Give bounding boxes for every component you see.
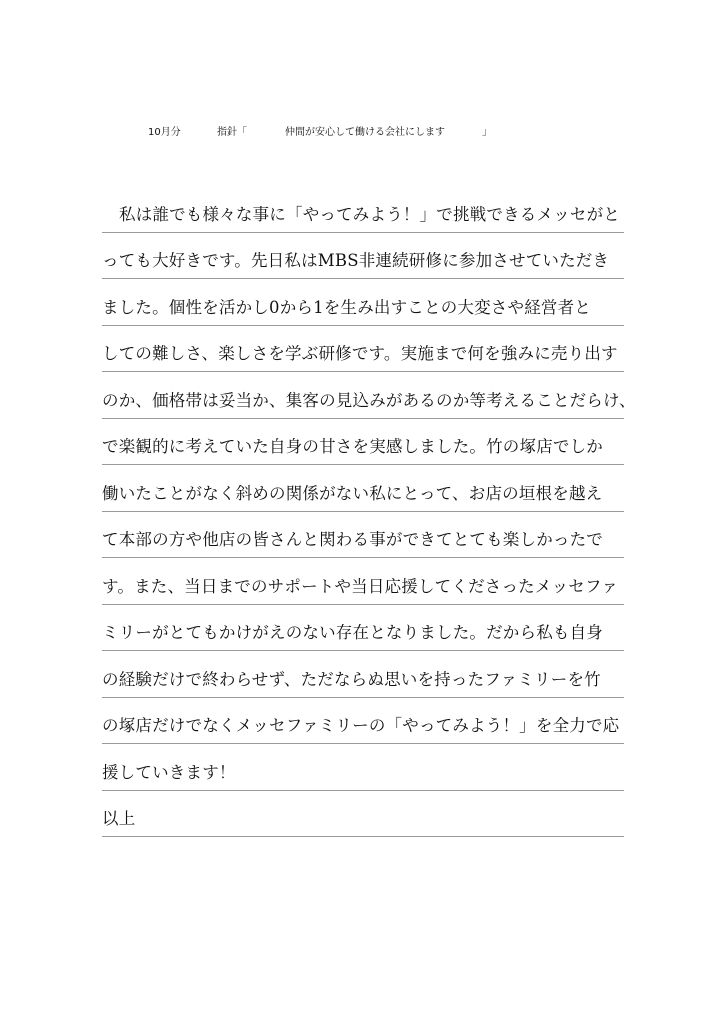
ruled-line xyxy=(102,605,624,652)
text-line: の塚店だけでなくメッセファミリーの「やってみよう！」を全力で応 xyxy=(102,716,620,735)
text-line: ミリーがとてもかけがえのない存在となりました。だから私も自身 xyxy=(102,623,603,642)
text-line: で楽観的に考えていた自身の甘さを実感しました。竹の塚店でしか xyxy=(102,437,603,456)
ruled-line xyxy=(102,651,624,698)
document-header xyxy=(0,125,724,141)
text-line: っても大好きです。先日私はMBS非連続研修に参加させていただき xyxy=(102,251,610,270)
ruled-line xyxy=(102,419,624,466)
text-line: 私は誰でも様々な事に「やってみよう！」で挑戦できるメッセがと xyxy=(119,204,620,224)
ruled-line xyxy=(102,512,624,559)
ruled-line xyxy=(102,279,624,326)
ruled-line xyxy=(102,744,624,791)
text-line: 援していきます！ xyxy=(102,762,236,782)
guideline-close-bracket: 」 xyxy=(482,127,492,138)
text-line: のか、価格帯は妥当か、集客の見込みがあるのか等考えることだらけ、 xyxy=(102,390,636,410)
guideline-label: 指針「 xyxy=(217,127,247,138)
text-line: ました。個性を活かし0から1を生み出すことの大変さや経営者と xyxy=(102,297,591,317)
guideline-motto: 仲間が安心して働ける会社にします xyxy=(285,127,445,138)
text-line: の経験だけで終わらせず、ただならぬ思いを持ったファミリーを竹 xyxy=(102,669,601,689)
essay-body xyxy=(102,186,636,837)
closing-text: 以上 xyxy=(102,809,136,828)
text-line: しての難しさ、楽しさを学ぶ研修です。実施まで何を強みに売り出す xyxy=(102,344,618,363)
ruled-line xyxy=(102,558,624,605)
ruled-line xyxy=(102,791,624,838)
ruled-line xyxy=(102,233,624,280)
ruled-line xyxy=(102,326,624,373)
text-line: 働いたことがなく斜めの関係がない私にとって、お店の垣根を越え xyxy=(102,483,603,503)
ruled-line xyxy=(102,465,624,512)
text-line: て本部の方や他店の皆さんと関わる事ができてとても楽しかったで xyxy=(102,530,603,549)
ruled-line xyxy=(102,698,624,745)
ruled-line xyxy=(102,186,624,233)
ruled-line xyxy=(102,372,636,419)
month-label: 10月分 xyxy=(148,127,181,138)
text-line: す。また、当日までのサポートや当日応援してくださったメッセファ xyxy=(102,576,619,596)
